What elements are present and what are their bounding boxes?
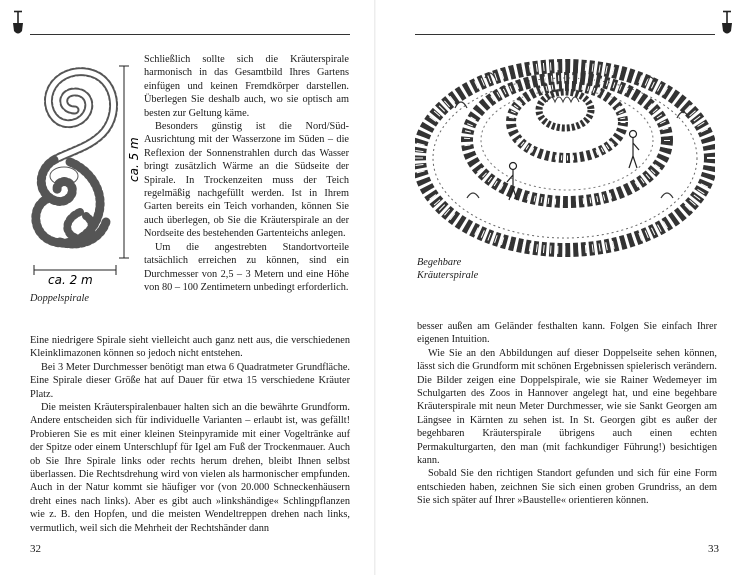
paragraph: Schließlich sollte sich die Kräuterspirale harmonisch in das Gesamtbild Ihres Gartens einfügen und keinen Fremdkörper darstellen. Überlegen Sie deshalb auch, wo sie optisch am besten zur Geltung käme. — [144, 54, 349, 119]
page-number-right: 33 — [708, 543, 719, 555]
paragraph: Wie Sie an den Abbildungen auf dieser Doppelseite sehen können, lässt sich die Grundform mit schönen Ergebnissen spielerisch verändern. Die Bilder zeigen eine Doppelspirale, wie sie Rainer Wedemeyer im Schulgarten des Zoos in Hannover angelegt hat, und eine begehbare Kräuterspirale mit neun Meter Durchmesser, wie sie Sankt Georgen am Längsee in Kärnten zu sehen ist. In St. Georgen gibt es außer der begehbaren Kräuterspirale übrigens auch einen echten Permakulturgarten, den man (mit fachkundiger Führung!) besichtigen kann. — [417, 347, 717, 467]
paragraph: Sobald Sie den richtigen Standort gefunden und sich für eine Form entschieden haben, zeichnen Sie sich einen groben Grundriss, an dem Sie sich später auf Ihrer »Baustelle« orientieren können. — [417, 468, 717, 507]
walkable-herb-spiral-illustration — [415, 48, 715, 273]
left-full-column — [30, 334, 350, 535]
paragraph: Bei 3 Meter Durchmesser benötigt man etwa 6 Quadratmeter Grundfläche. Eine Spirale dieser Größe hat auf Dauer für etwa 15 verschiedene Kräuter Platz. — [30, 361, 350, 400]
spade-icon — [8, 10, 28, 36]
caption-line: Begehbare — [417, 257, 462, 268]
height-dimension-label: ca. 5 m — [127, 137, 141, 182]
paragraph: Eine niedrigere Spirale sieht vielleicht auch ganz nett aus, die verschiedenen Kleinklimazonen können so jedoch nicht entstehen. — [30, 335, 350, 360]
page-number-left: 32 — [30, 543, 41, 555]
paragraph: besser außen am Geländer festhalten kann. Folgen Sie einfach Ihrer eigenen Intuition. — [417, 321, 717, 346]
right-page — [375, 0, 750, 575]
paragraph: Die meisten Kräuterspiralenbauer halten sich an die bewährte Grundform. Andere entscheiden sich für individuelle Varianten – erlaubt ist, was gefällt! Probieren Sie es mit einer kleinen Steinpyramide mit einer Vogeltränke auf der Spitze oder einem Unterschlupf für Igel am Fuß der Trockenmauer. Auch ob Sie Ihre Spirale links oder rechts herum drehen, bleibt Ihnen selbst überlassen. Die Rechtsdrehung wird von vielen als harmonischer empfunden. Auch in der Natur kommt sie häufiger vor (von 20.000 Schneckenhäusern dreht eines nach links). Aber es gibt auch »linkshändige« Schlingpflanzen wie z. B. den Hopfen, und die meisten Wendeltreppen drehen nach links, vermutlich, weil sich die Mehrheit der Rechtshänder dann — [30, 402, 350, 534]
spade-icon — [717, 10, 737, 36]
paragraph: Um die angestrebten Standortvorteile tatsächlich erreichen zu können, sind ein Durchmesser von 2,5 – 3 Metern und eine Höhe von 80 – 100 Zentimetern unbedingt erforderlich. — [144, 241, 349, 293]
paragraph: Besonders günstig ist die Nord/Süd-Ausrichtung mit der Wasserzone im Süden – die Reflexion der Sonnenstrahlen durch das Wasser bringt zusätzlich Wärme an die Südseite der Spirale. In Trockenzeiten muss der Teich regelmäßig nachgefüllt werden. Ist in Ihrem Garten bereits ein Teich vorhanden, können Sie auch überlegen, ob Sie die Kräuterspirale an der Nordseite des bestehenden Gartenteichs anlegen. — [144, 121, 349, 240]
figure-caption-walkable-spiral — [417, 256, 507, 282]
header-rule — [415, 34, 715, 35]
figure-caption-double-spiral: Doppelspirale — [30, 293, 89, 304]
right-full-column — [417, 320, 717, 508]
header-rule — [30, 34, 350, 35]
caption-line: Kräuterspirale — [417, 270, 479, 281]
left-narrow-column — [144, 53, 349, 294]
width-dimension-label: ca. 2 m — [48, 273, 93, 287]
double-spiral-diagram — [20, 52, 145, 287]
